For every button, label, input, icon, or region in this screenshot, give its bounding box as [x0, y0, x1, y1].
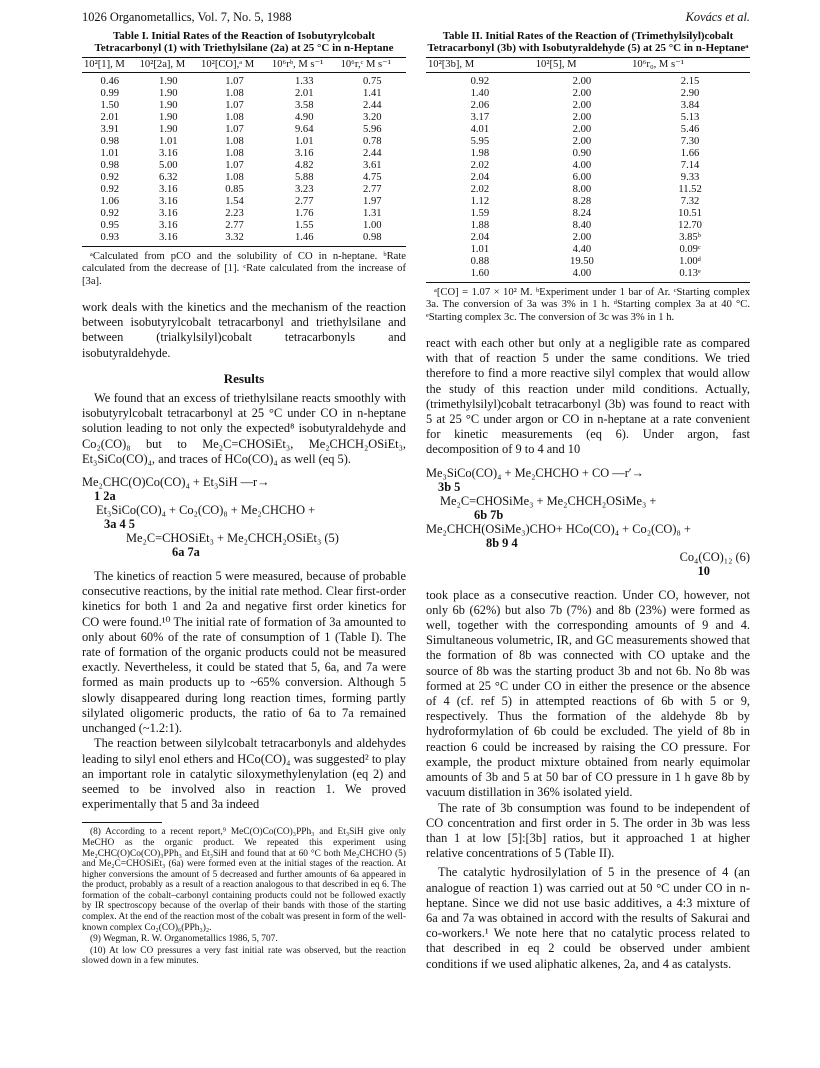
eq6-labels1: 3b 5 — [438, 479, 461, 494]
table1-header-cell: 10⁶rᵇ, M s⁻¹ — [270, 57, 339, 72]
table-row — [426, 268, 750, 283]
table-cell: 19.50 — [570, 255, 594, 267]
table-row — [426, 160, 750, 172]
table-cell: 2.44 — [363, 147, 382, 159]
table-cell: 5.96 — [363, 123, 382, 135]
left-column — [82, 30, 406, 968]
table-cell: 4.00 — [534, 268, 630, 283]
table-cell: 1.90 — [159, 111, 178, 123]
table-cell: 2.00 — [572, 231, 592, 243]
table2 — [426, 57, 750, 283]
eq5-line2: Et₃SiCo(CO)₄ + Co₂(CO)₈ + Me₂CHCHO + — [96, 503, 316, 518]
table-cell: 1.01 — [470, 243, 490, 255]
table-cell: 7.14 — [680, 159, 700, 171]
table-cell: 1.76 — [294, 207, 314, 219]
table1-header-cell: 10²[CO],ᵃ M — [199, 57, 270, 72]
table-cell: 7.32 — [680, 195, 700, 207]
table-cell: 3.61 — [363, 159, 382, 171]
table-cell: 1.33 — [294, 75, 314, 87]
table-cell: 1.90 — [159, 99, 178, 111]
authors: Kovács et al. — [685, 10, 750, 24]
table-cell: 2.00 — [572, 135, 592, 147]
table1-caption: Table I. Initial Rates of the Reaction of Isobutyrylcobalt Tetracarbonyl (1) with Triethylsilane (2a) at 25 °C in n-Heptane — [94, 30, 394, 55]
footnotes — [82, 827, 406, 967]
table-row — [82, 208, 406, 220]
table-cell: 2.04 — [470, 231, 490, 243]
table-cell: 4.75 — [363, 171, 382, 183]
right-paragraph-4: The catalytic hydrosilylation of 5 in the presence of 4 (an analogue of reaction 1) was carried out at 50 °C under CO in n-heptane. Since we did not use basic additives, a 4:3 mixture of 6a and 7a was obtained in accord with the results of Sakurai and co-workers.¹ We note here that no catalytic process related to that described in eq 2 could be observed under ambient conditions if we used aliphatic alkenes, 2a, and 4 as catalysts. — [426, 865, 750, 971]
table-cell: 4.90 — [294, 111, 314, 123]
table-cell: 1.97 — [363, 195, 382, 207]
table1-header-cell: 10⁶r,ᶜ M s⁻¹ — [339, 57, 406, 72]
eq6-labels2: 6b 7b — [474, 507, 504, 522]
table-cell: 8.40 — [572, 219, 592, 231]
eq6-labels4: 10 — [697, 563, 710, 578]
table-cell: 6.00 — [572, 171, 592, 183]
table-cell: 2.77 — [294, 195, 314, 207]
table-cell: 1.90 — [159, 123, 178, 135]
table1-body — [82, 72, 406, 246]
table-cell: 3.16 — [159, 147, 178, 159]
results-paragraph-1: We found that an excess of triethylsilane reacts smoothly with isobutyrylcobalt tetracarbonyl at 25 °C under CO in n-heptane solution leading to not only the expected⁸ isobutyraldehyde and Co₂(CO)₈ but to Me₂C=CHOSiEt₃, Me₂CHCH₂OSiEt₃, Et₃SiCo(CO)₄, and traces of HCo(CO)₄ as well (eq 5). — [82, 391, 406, 466]
intro-paragraph: work deals with the kinetics and the mechanism of the reaction between isobutyrylcobalt tetracarbonyl and triethylsilane and between (trialkylsilyl)cobalt tetracarbonyls and isobutyraldehyde. — [82, 300, 406, 360]
table-cell: 0.75 — [363, 75, 382, 87]
table-cell: 2.01 — [100, 111, 120, 123]
table-cell: 1.98 — [470, 147, 490, 159]
table-row — [426, 72, 750, 88]
table-cell: 0.09ᶜ — [679, 243, 701, 255]
table-cell: 1.08 — [225, 135, 244, 147]
table-row — [82, 172, 406, 184]
table2-header-row — [426, 57, 750, 72]
table-cell: 2.00 — [572, 123, 592, 135]
table-cell: 0.90 — [572, 147, 592, 159]
table-row — [82, 184, 406, 196]
eq5-labels1: 1 2a — [94, 489, 116, 504]
table-row — [426, 100, 750, 112]
table-cell: 1.55 — [294, 219, 314, 231]
table-cell: 0.92 — [100, 171, 120, 183]
table-cell: 0.46 — [100, 75, 120, 87]
eq5-line3: Me₂C=CHOSiEt₃ + Me₂CHCH₂OSiEt₃ (5) — [126, 531, 339, 546]
table-cell: 1.12 — [470, 195, 490, 207]
table2-header-cell: 10⁶r₀, M s⁻¹ — [630, 57, 750, 72]
table-cell: 3.58 — [294, 99, 314, 111]
table-row — [82, 72, 406, 88]
table-row — [82, 136, 406, 148]
table-cell: 2.06 — [470, 99, 490, 111]
table-row — [426, 256, 750, 268]
table-cell: 1.01 — [294, 135, 314, 147]
table-cell: 3.20 — [363, 111, 382, 123]
table-cell: 2.44 — [363, 99, 382, 111]
table-cell: 1.90 — [159, 75, 178, 87]
table-cell: 1.46 — [270, 232, 339, 247]
eq5-labels3: 6a 7a — [172, 545, 200, 560]
table-cell: 9.64 — [294, 123, 314, 135]
table-cell: 1.01 — [100, 147, 120, 159]
section-title-results: Results — [223, 370, 265, 386]
table-cell: 2.04 — [470, 171, 490, 183]
footnote-rule — [82, 822, 162, 823]
table-row — [426, 232, 750, 244]
table-row — [426, 124, 750, 136]
table1-header-cell: 10²[1], M — [82, 57, 138, 72]
table-cell: 1.50 — [100, 99, 120, 111]
table-cell: 1.00 — [363, 219, 382, 231]
table-row — [426, 172, 750, 184]
table-cell: 8.00 — [572, 183, 592, 195]
table-cell: 1.54 — [225, 195, 244, 207]
table-cell: 7.30 — [680, 135, 700, 147]
table-cell: 2.01 — [294, 87, 314, 99]
table-cell: 2.00 — [572, 111, 592, 123]
table-row — [82, 88, 406, 100]
table-cell: 3.85ᵇ — [679, 231, 701, 243]
table-cell: 4.82 — [294, 159, 314, 171]
table-row — [426, 148, 750, 160]
table-cell: 1.07 — [225, 159, 244, 171]
table-row — [426, 208, 750, 220]
table-row — [82, 100, 406, 112]
table-cell: 5.00 — [159, 159, 178, 171]
table-cell: 2.77 — [225, 219, 244, 231]
right-paragraph-1: react with each other but only at a negligible rate as compared with that of reaction 5 under the same conditions. We tried therefore to find a more reactive silyl complex that would allow the study of this reaction under mild conditions. Actually, (trimethylsilyl)cobalt tetracarbonyl (3b) was found to react with 5 at 25 °C under argon or CO in n-heptane at a rate convenient for kinetic measurements (eq 6). Under argon, fast decomposition of 9 to 4 and 10 — [426, 336, 750, 457]
table-cell: 12.70 — [678, 219, 702, 231]
table-row — [426, 136, 750, 148]
eq6-line2: Me₂C=CHOSiMe₃ + Me₂CHCH₂OSiMe₃ + — [440, 493, 657, 508]
table-cell: 4.00 — [572, 159, 592, 171]
table-cell: 3.16 — [159, 183, 178, 195]
table-cell: 5.13 — [680, 111, 700, 123]
table-cell: 0.13ᵉ — [630, 268, 750, 283]
table-cell: 1.06 — [100, 195, 120, 207]
table-row — [82, 232, 406, 247]
table-cell: 0.93 — [82, 232, 138, 247]
eq6-line3: Me₂CHCH(OSiMe₃)CHO+ HCo(CO)₄ + Co₂(CO)₈ + — [426, 521, 691, 536]
table-cell: 1.08 — [225, 171, 244, 183]
table-cell: 9.33 — [680, 171, 700, 183]
table-cell: 3.91 — [100, 123, 120, 135]
table-cell: 8.24 — [572, 207, 592, 219]
table-cell: 2.23 — [225, 207, 244, 219]
table-cell: 1.90 — [159, 87, 178, 99]
table2-header-cell: 10²[5], M — [534, 57, 630, 72]
results-paragraph-3: The reaction between silylcobalt tetracarbonyls and aldehydes leading to silyl enol ethers and HCo(CO)₄ was suggested² to play an important role in catalytic siloxymethylenylation (eq 2) and seemed to be involved also in reaction 1. We proved experimentally that 5 and 3a indeed — [82, 736, 406, 812]
table-cell: 0.98 — [339, 232, 406, 247]
table-row — [82, 112, 406, 124]
table-cell: 3.32 — [199, 232, 270, 247]
table-cell: 1.66 — [680, 147, 700, 159]
eq5-line1: Me₂CHC(O)Co(CO)₄ + Et₃SiH —r→ — [82, 475, 270, 490]
table-cell: 1.59 — [470, 207, 490, 219]
table-row — [426, 196, 750, 208]
table-cell: 1.00ᵈ — [679, 255, 701, 267]
table-cell: 3.84 — [680, 99, 700, 111]
table2-header-cell: 10²[3b], M — [426, 57, 534, 72]
table-cell: 2.15 — [680, 75, 700, 87]
table-row — [426, 88, 750, 100]
equation-5 — [82, 475, 406, 559]
table2-notes: ᵃ[CO] = 1.07 × 10² M. ᵇExperiment under 1 bar of Ar. ᶜStarting complex 3a. The conversion of 3a was 3% in 1 h. ᵈStarting complex 3a at 40 °C. ᵉStarting complex 3c. The conversion of 3c was 3% in 1 h. — [426, 286, 750, 323]
table-cell: 0.92 — [100, 207, 120, 219]
table-cell: 1.07 — [225, 123, 244, 135]
table-cell: 3.16 — [294, 147, 314, 159]
footnote-8: (8) According to a recent report,⁹ MeC(O)Co(CO)₃PPh₃ and Et₃SiH give only MeCHO as the organic product. We repeated this experiment using Me₂CHC(O)Co(CO)₃PPh₃ and Et₃SiH and found that at 60 °C both Me₂CHCHO (5) and Me₂C=CHOSiEt₃ (6a) were formed even at the initial stages of the reaction. At higher conversions the amount of 5 decreased and further amounts of 6a appeared in the product, probably as a result of a reaction analogous to that described in eq 6. The formation of the cobalt–carbonyl containing products could not be followed exactly by IR spectroscopy because of the overlap of their bands with those of the starting complex. At the end of the reaction most of the cobalt was present in form of the well-known complex Co₂(CO)₆(PPh₃)₂. — [82, 827, 406, 933]
table-row — [426, 220, 750, 232]
table-cell: 1.08 — [225, 147, 244, 159]
table-cell: 0.85 — [225, 183, 244, 195]
table-cell: 1.07 — [225, 75, 244, 87]
table1-header-cell: 10²[2a], M — [138, 57, 199, 72]
eq6-labels3: 8b 9 4 — [486, 535, 518, 550]
eq6-line4: Co₄(CO)₁₂ (6) — [679, 549, 750, 564]
table-cell: 3.16 — [159, 195, 178, 207]
table-cell: 1.07 — [225, 99, 244, 111]
table-row — [426, 244, 750, 256]
table-cell: 1.31 — [363, 207, 382, 219]
table-cell: 0.78 — [363, 135, 382, 147]
right-paragraph-3: The rate of 3b consumption was found to be independent of CO concentration and first order in 5. The order in 3b was less than 1 at low [5]:[3b] ratios, but it approached 1 at higher relative concentrations of 5 (Table II). — [426, 800, 750, 861]
footnote-9: (9) Wegman, R. W. Organometallics 1986, 5, 707. — [90, 934, 278, 945]
running-header — [82, 10, 750, 26]
table-cell: 0.92 — [100, 183, 120, 195]
footnote-10: (10) At low CO pressures a very fast initial rate was observed, but the reaction slowed down in a few minutes. — [82, 945, 406, 967]
right-column — [426, 30, 750, 972]
table-cell: 0.95 — [100, 219, 120, 231]
table-cell: 1.41 — [363, 87, 382, 99]
results-paragraph-2: The kinetics of reaction 5 were measured, because of probable consecutive reactions, by the initial rate method. Clear first-order kinetics for both 1 and 2a and negative first order kinetics for CO were found.¹⁰ The initial rate of formation of 3a amounted to only about 60% of the rate of consumption of 1 (Table I). The rate of formation of the organic products could not be measured exactly. Nevertheless, it could be stated that 5, 6a, and 7a were formed as main products up to ~65% conversion. Although 5 slowly disappeared during long reaction times, forming partly silylated oligomeric products, the ratio of 6a to 7a remained unchanged (~1.2:1). — [82, 569, 406, 736]
table-row — [82, 220, 406, 232]
table-cell: 0.98 — [100, 159, 120, 171]
table-cell: 3.16 — [159, 207, 178, 219]
table-cell: 5.46 — [680, 123, 700, 135]
table1 — [82, 57, 406, 247]
table-cell: 3.16 — [138, 232, 199, 247]
table-row — [426, 112, 750, 124]
table-cell: 1.08 — [225, 111, 244, 123]
equation-6 — [426, 466, 750, 578]
table-row — [82, 148, 406, 160]
table-cell: 1.88 — [470, 219, 490, 231]
table-cell: 2.02 — [470, 159, 490, 171]
table-cell: 2.00 — [572, 75, 592, 87]
table-cell: 11.52 — [678, 183, 702, 195]
table-cell: 10.51 — [678, 207, 702, 219]
right-paragraph-2: took place as a consecutive reaction. Under CO, however, not only 6b (62%) but also 7b (7%) and 8b (23%) were formed as well, together with the corresponding amounts of 9 and 4. Simultaneous volumetric, IR, and GC measurements showed that the formation of 8b was connected with CO uptake and the source of 8b was the starting product 3b and not 6b. No 8b was formed at 25 °C under CO in either the presence or the absence of 4 (cf. ref 5) in attempted reactions of 6b with 5 or 9, respectively. Thus the formation of the aldehyde 8b by hydroformylation of 6b could be excluded. The yield of 8b in reaction 6 could be increased by raising the CO pressure. For example, the product mixture obtained from nearly equimolar amounts of 3b and 5 at 50 bar of CO pressure in 1 h gave 8b by vacuum distillation in 36% isolated yield. — [426, 587, 750, 800]
table-cell: 0.88 — [470, 255, 490, 267]
table-cell: 2.00 — [572, 87, 592, 99]
table1-notes: ᵃCalculated from pCO and the solubility of CO in n-heptane. ᵇRate calculated from the decrease of [1]. ᶜRate calculated from the increase of [3a]. — [82, 250, 406, 287]
table-cell: 2.00 — [572, 99, 592, 111]
table-cell: 3.16 — [159, 219, 178, 231]
table-row — [82, 196, 406, 208]
table-cell: 4.40 — [572, 243, 592, 255]
table-cell: 3.23 — [294, 183, 314, 195]
table-cell: 0.98 — [100, 135, 120, 147]
eq5-labels2: 3a 4 5 — [104, 517, 135, 532]
table-row — [426, 184, 750, 196]
table2-caption: Table II. Initial Rates of the Reaction of (Trimethylsilyl)cobalt Tetracarbonyl (3b) with Isobutyraldehyde (5) at 25 °C in n-Heptaneᵃ — [427, 30, 749, 55]
table-cell: 4.01 — [470, 123, 490, 135]
table-cell: 5.95 — [470, 135, 490, 147]
eq6-line1: Me₃SiCo(CO)₄ + Me₂CHCHO + CO —r′→ — [426, 465, 644, 480]
table-row — [82, 124, 406, 136]
table-cell: 1.01 — [159, 135, 178, 147]
table-cell: 6.32 — [159, 171, 178, 183]
table-cell: 8.28 — [572, 195, 592, 207]
table-cell: 0.92 — [470, 75, 490, 87]
journal-citation: 1026 Organometallics, Vol. 7, No. 5, 1988 — [82, 10, 292, 24]
table-cell: 3.17 — [470, 111, 490, 123]
table-cell: 1.08 — [225, 87, 244, 99]
table2-body — [426, 72, 750, 282]
table-cell: 1.40 — [470, 87, 490, 99]
table-cell: 2.02 — [470, 183, 490, 195]
table-cell: 0.99 — [100, 87, 120, 99]
table-cell: 2.77 — [363, 183, 382, 195]
table-row — [82, 160, 406, 172]
table-cell: 5.88 — [294, 171, 314, 183]
table-cell: 2.90 — [680, 87, 700, 99]
table-cell: 1.60 — [426, 268, 534, 283]
table1-header-row — [82, 57, 406, 72]
